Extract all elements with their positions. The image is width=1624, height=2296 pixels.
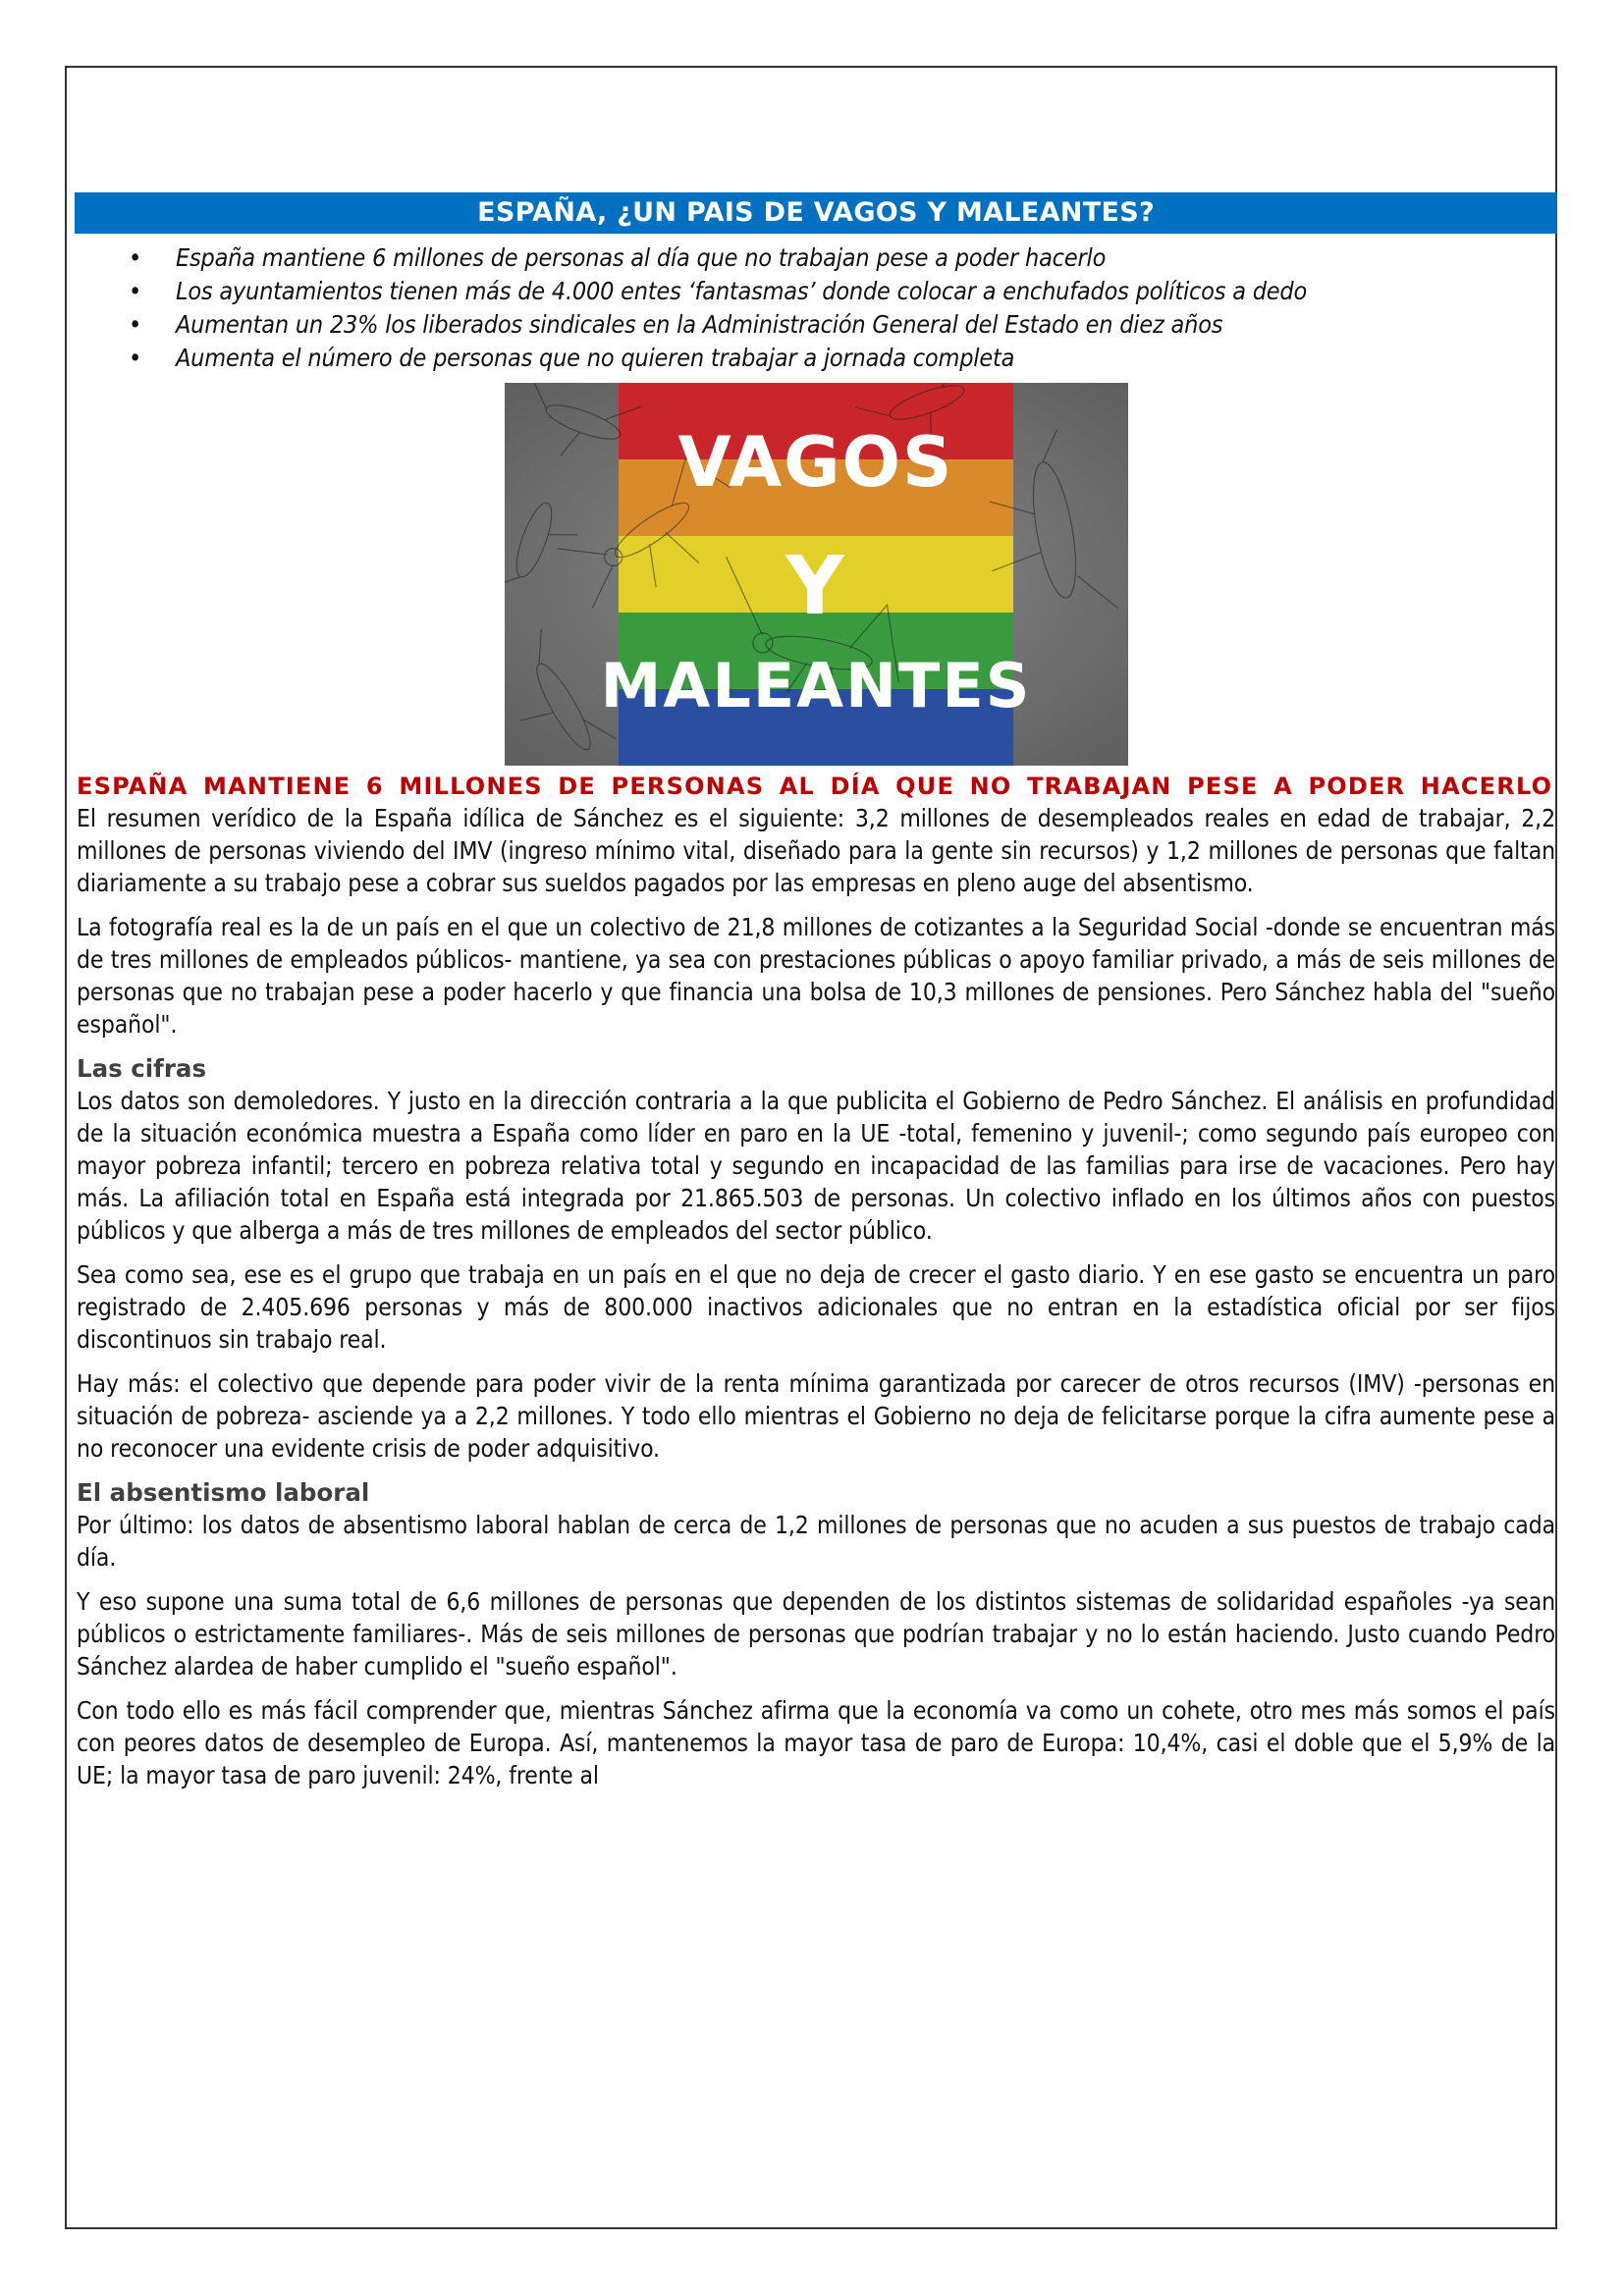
image-word-maleantes: MALEANTES [600,650,1032,721]
paragraph: La fotografía real es la de un país en el que un colectivo de 21,8 millones de cotizantes a la Seguridad Social -donde se encuentran más de tres millones de empleados públicos- mantiene, ya sea con prestaciones públicas o apoyo familiar privado, a más de seis millones de personas que no trabajan pese a poder hacerlo y que financia una bolsa de 10,3 millones de pensiones. Pero Sánchez habla del "sueño español". [77,913,1555,1039]
bullet-item: • Aumenta el número de personas que no quieren trabajar a jornada completa [176,342,1557,375]
paragraph: Los datos son demoledores. Y justo en la dirección contraria a la que publicita el Gobierno de Pedro Sánchez. El análisis en profundidad de la situación económica muestra a España como líder en paro en la UE -total, femenino y juvenil-; como segundo país europeo con mayor pobreza infantil; tercero en pobreza relativa total y segundo en incapacidad de las familias para irse de vacaciones. Pero hay más. La afiliación total en España está integrada por 21.865.503 de personas. Un colectivo inflado en los últimos años con puestos públicos y que alberga a más de tres millones de empleados del sector público. [77,1087,1555,1245]
subheading-absentismo: El absentismo laboral [77,1478,370,1507]
subheading-las-cifras: Las cifras [77,1054,207,1083]
paragraph: Por último: los datos de absentismo laboral hablan de cerca de 1,2 millones de personas que no acuden a sus puestos de trabajo cada día. [77,1511,1555,1572]
section-heading: ESPAÑA MANTIENE 6 MILLONES DE PERSONAS AL DÍA QUE NO TRABAJAN PESE A PODER HACERLO [77,773,1553,800]
image-word-y: Y [785,540,846,633]
bullet-item: • Los ayuntamientos tienen más de 4.000 entes ‘fantasmas’ donde colocar a enchufados políticos a dedo [176,275,1557,308]
document-body [75,192,1557,1803]
paragraph: Y eso supone una suma total de 6,6 millones de personas que dependen de los distintos sistemas de solidaridad españoles -ya sean públicos o estrictamente familiares-. Más de seis millones de personas que podrían trabajar y no lo están haciendo. Justo cuando Pedro Sánchez alardea de haber cumplido el "sueño español". [77,1587,1555,1681]
paragraph: Con todo ello es más fácil comprender que, mientras Sánchez afirma que la economía va como un cohete, otro mes más somos el país con peores datos de desempleo de Europa. Así, mantenemos la mayor tasa de paro de Europa: 10,4%, casi el doble que el 5,9% de la UE; la mayor tasa de paro juvenil: 24%, frente al [77,1696,1555,1789]
vagos-y-maleantes-image [505,383,1128,766]
bullet-item: • Aumentan un 23% los liberados sindicales en la Administración General del Estado en diez años [176,308,1557,342]
paragraph: El resumen verídico de la España idílica de Sánchez es el siguiente: 3,2 millones de desempleados reales en edad de trabajar, 2,2 millones de personas viviendo del IMV (ingreso mínimo vital, diseñado para la gente sin recursos) y 1,2 millones de personas que faltan diariamente a su trabajo pese a cobrar sus sueldos pagados por las empresas en pleno auge del absentismo. [77,804,1555,897]
image-word-vagos: VAGOS [677,422,954,503]
title-banner: ESPAÑA, ¿UN PAIS DE VAGOS Y MALEANTES? [75,192,1557,234]
summary-bullets [75,241,1557,375]
paragraph: Hay más: el colectivo que depende para poder vivir de la renta mínima garantizada por carecer de otros recursos (IMV) -personas en situación de pobreza- asciende ya a 2,2 millones. Y todo ello mientras el Gobierno no deja de felicitarse porque la cifra aumente pese a no reconocer una evidente crisis de poder adquisitivo. [77,1369,1555,1463]
article-text [75,772,1557,1791]
paragraph: Sea como sea, ese es el grupo que trabaja en un país en el que no deja de crecer el gasto diario. Y en ese gasto se encuentra un paro registrado de 2.405.696 personas y más de 800.000 inactivos adicionales que no entran en la estadística oficial por ser fijos discontinuos sin trabajo real. [77,1260,1555,1354]
bullet-item: • España mantiene 6 millones de personas al día que no trabajan pese a poder hacerlo [176,241,1557,275]
